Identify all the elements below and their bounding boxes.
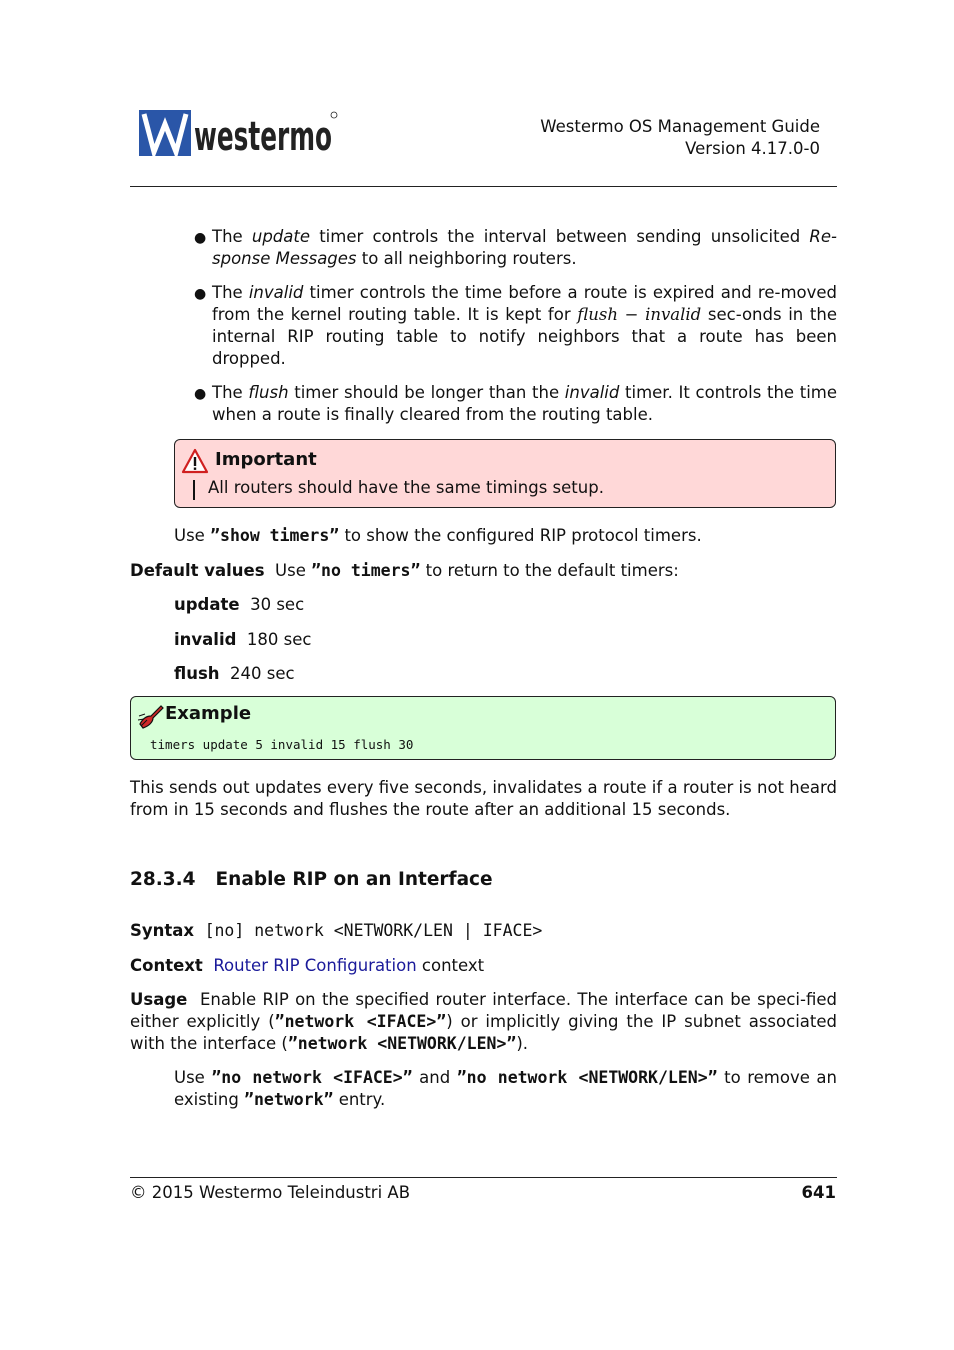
default-update: update 30 sec xyxy=(174,595,305,614)
bullet-invalid: The invalid timer controls the time before a route is expired and re-moved from the kernel routing table. It is kept for flush − invalid sec-onds in the internal RIP routing table to notify neighbors that a route has been dropped. xyxy=(212,283,838,368)
example-code: timers update 5 invalid 15 flush 30 xyxy=(150,737,414,752)
guide-title: Westermo OS Management Guide xyxy=(540,117,820,136)
example-description: This sends out updates every five seconds, invalidates a route if a router is not heard from in 15 seconds and flushes the route after an additional 15 seconds. xyxy=(130,778,837,819)
bullet-icon: ● xyxy=(194,230,207,246)
important-box xyxy=(174,439,836,508)
important-title: Important xyxy=(215,449,317,470)
bullet-icon: ● xyxy=(194,286,207,302)
hand-pointer-icon xyxy=(137,702,165,730)
guide-version: Version 4.17.0-0 xyxy=(685,139,820,158)
westermo-logo xyxy=(139,110,339,158)
bullet-icon: ● xyxy=(194,386,207,402)
default-values: Default values Use ”no timers” to return to the default timers: xyxy=(130,561,679,580)
default-invalid: invalid 180 sec xyxy=(174,630,312,649)
section-heading: 28.3.4 Enable RIP on an Interface xyxy=(130,869,493,890)
important-bar xyxy=(193,480,195,500)
footer-rule xyxy=(130,1177,837,1178)
example-box xyxy=(130,696,836,760)
copyright-icon: © xyxy=(130,1183,147,1202)
bullet-update: The update timer controls the interval between sending unsolicited Re-sponse Messages to all neighboring routers. xyxy=(212,227,837,268)
syntax-line: Syntax [no] network <NETWORK/LEN | IFACE> xyxy=(130,921,543,940)
example-title: Example xyxy=(165,703,252,724)
bullet-flush: The flush timer should be longer than the invalid timer. It controls the time when a route is finally cleared from the routing table. xyxy=(212,383,838,424)
footer-copyright: © 2015 Westermo Teleindustri AB xyxy=(130,1183,411,1202)
show-timers-text: Use ”show timers” to show the configured RIP protocol timers. xyxy=(174,526,702,545)
header-rule xyxy=(130,186,837,187)
svg-text:westermo: westermo xyxy=(194,114,332,160)
page-number: 641 xyxy=(801,1183,836,1202)
warning-icon xyxy=(182,448,208,474)
usage-remove-paragraph: Use ”no network <IFACE>” and ”no network <NETWORK/LEN>” to remove an existing ”network” entry. xyxy=(174,1068,837,1109)
important-text: All routers should have the same timings setup. xyxy=(208,478,604,497)
usage-paragraph: Usage Enable RIP on the specified router interface. The interface can be speci-fied either explicitly (”network <IFACE>”) or implicitly giving the IP subnet associated with the interface (”network <NETWORK/LEN>”). xyxy=(130,990,837,1053)
default-flush: flush 240 sec xyxy=(174,664,295,683)
context-line: Context Router RIP Configuration context xyxy=(130,956,485,975)
router-rip-configuration-link[interactable]: Router RIP Configuration xyxy=(213,956,417,975)
document-header xyxy=(540,116,820,160)
